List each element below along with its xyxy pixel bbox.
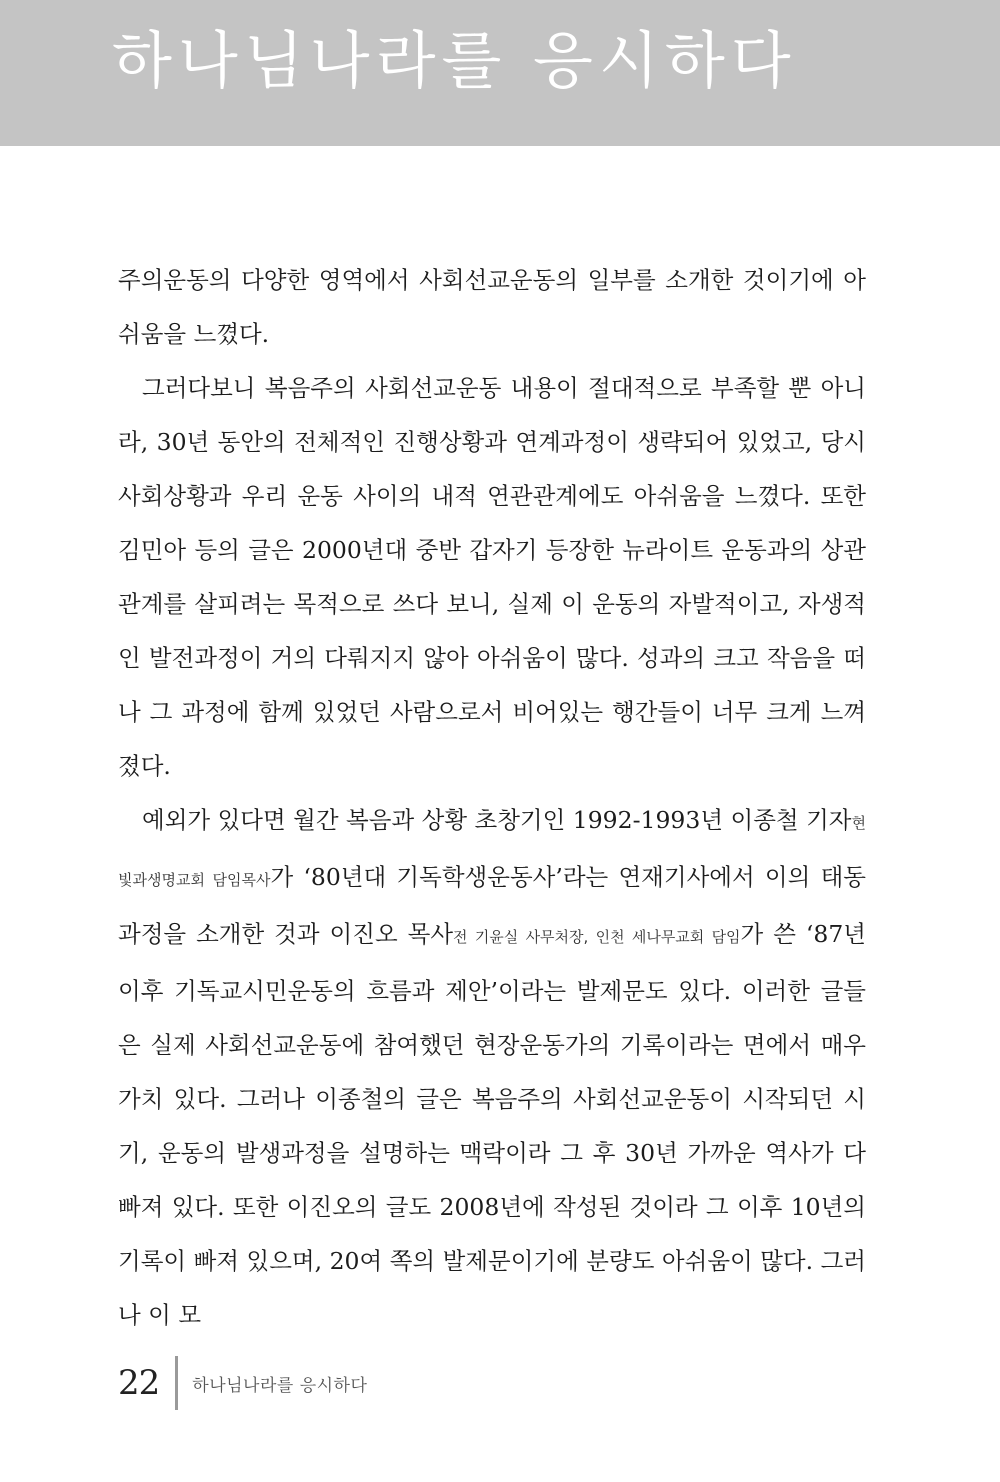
- body-text: [118, 253, 866, 1342]
- running-title: 하나님나라를 응시하다: [192, 1375, 368, 1396]
- paragraph-3: [118, 793, 866, 1342]
- annotation-lee-jongcheol: 현 빛과생명교회 담임목사: [118, 814, 866, 889]
- header-band: [0, 0, 1000, 146]
- paragraph-1: 주의운동의 다양한 영역에서 사회선교운동의 일부를 소개한 것이기에 아쉬움을 느꼈다.: [118, 266, 866, 348]
- annotation-lee-jino: 전 기윤실 사무처장, 인천 세나무교회 담임: [453, 928, 741, 946]
- footer-divider: [175, 1356, 178, 1410]
- chapter-title: 하나님나라를 응시하다: [112, 24, 797, 97]
- paragraph-3-part-a: 예외가 있다면 월간 복음과 상황 초창기인 1992-1993년 이종철 기자: [142, 806, 852, 834]
- paragraph-2: 그러다보니 복음주의 사회선교운동 내용이 절대적으로 부족할 뿐 아니라, 30년 동안의 전체적인 진행상황과 연계과정이 생략되어 있었고, 당시 사회상황과 우리 운동 사이의 내적 연관관계에도 아쉬움을 느꼈다. 또한 김민아 등의 글은 2000년대 중반 갑자기 등장한 뉴라이트 운동과의 상관관계를 살피려는 목적으로 쓰다 보니, 실제 이 운동의 자발적이고, 자생적인 발전과정이 거의 다뤄지지 않아 아쉬움이 많다. 성과의 크고 작음을 떠나 그 과정에 함께 있었던 사람으로서 비어있는 행간들이 너무 크게 느껴졌다.: [118, 374, 866, 780]
- page-footer: [118, 1355, 367, 1411]
- paragraph-3-part-b: 가 ‘80년대 기독학생운동사’라는 연재기사에서 이의 태동과정을 소개한 것과 이진오 목사: [118, 863, 866, 948]
- paragraph-3-part-c: 가 쓴 ‘87년 이후 기독교시민운동의 흐름과 제안’이라는 발제문도 있다. 이러한 글들은 실제 사회선교운동에 참여했던 현장운동가의 기록이라는 면에서 매우 가치 있다. 그러나 이종철의 글은 복음주의 사회선교운동이 시작되던 시기, 운동의 발생과정을 설명하는 맥락이라 그 후 30년 가까운 역사가 다 빠져 있다. 또한 이진오의 글도 2008년에 작성된 것이라 그 이후 10년의 기록이 빠져 있으며, 20여 쪽의 발제문이기에 분량도 아쉬움이 많다. 그러나 이 모: [118, 920, 866, 1329]
- page-number: 22: [118, 1363, 160, 1403]
